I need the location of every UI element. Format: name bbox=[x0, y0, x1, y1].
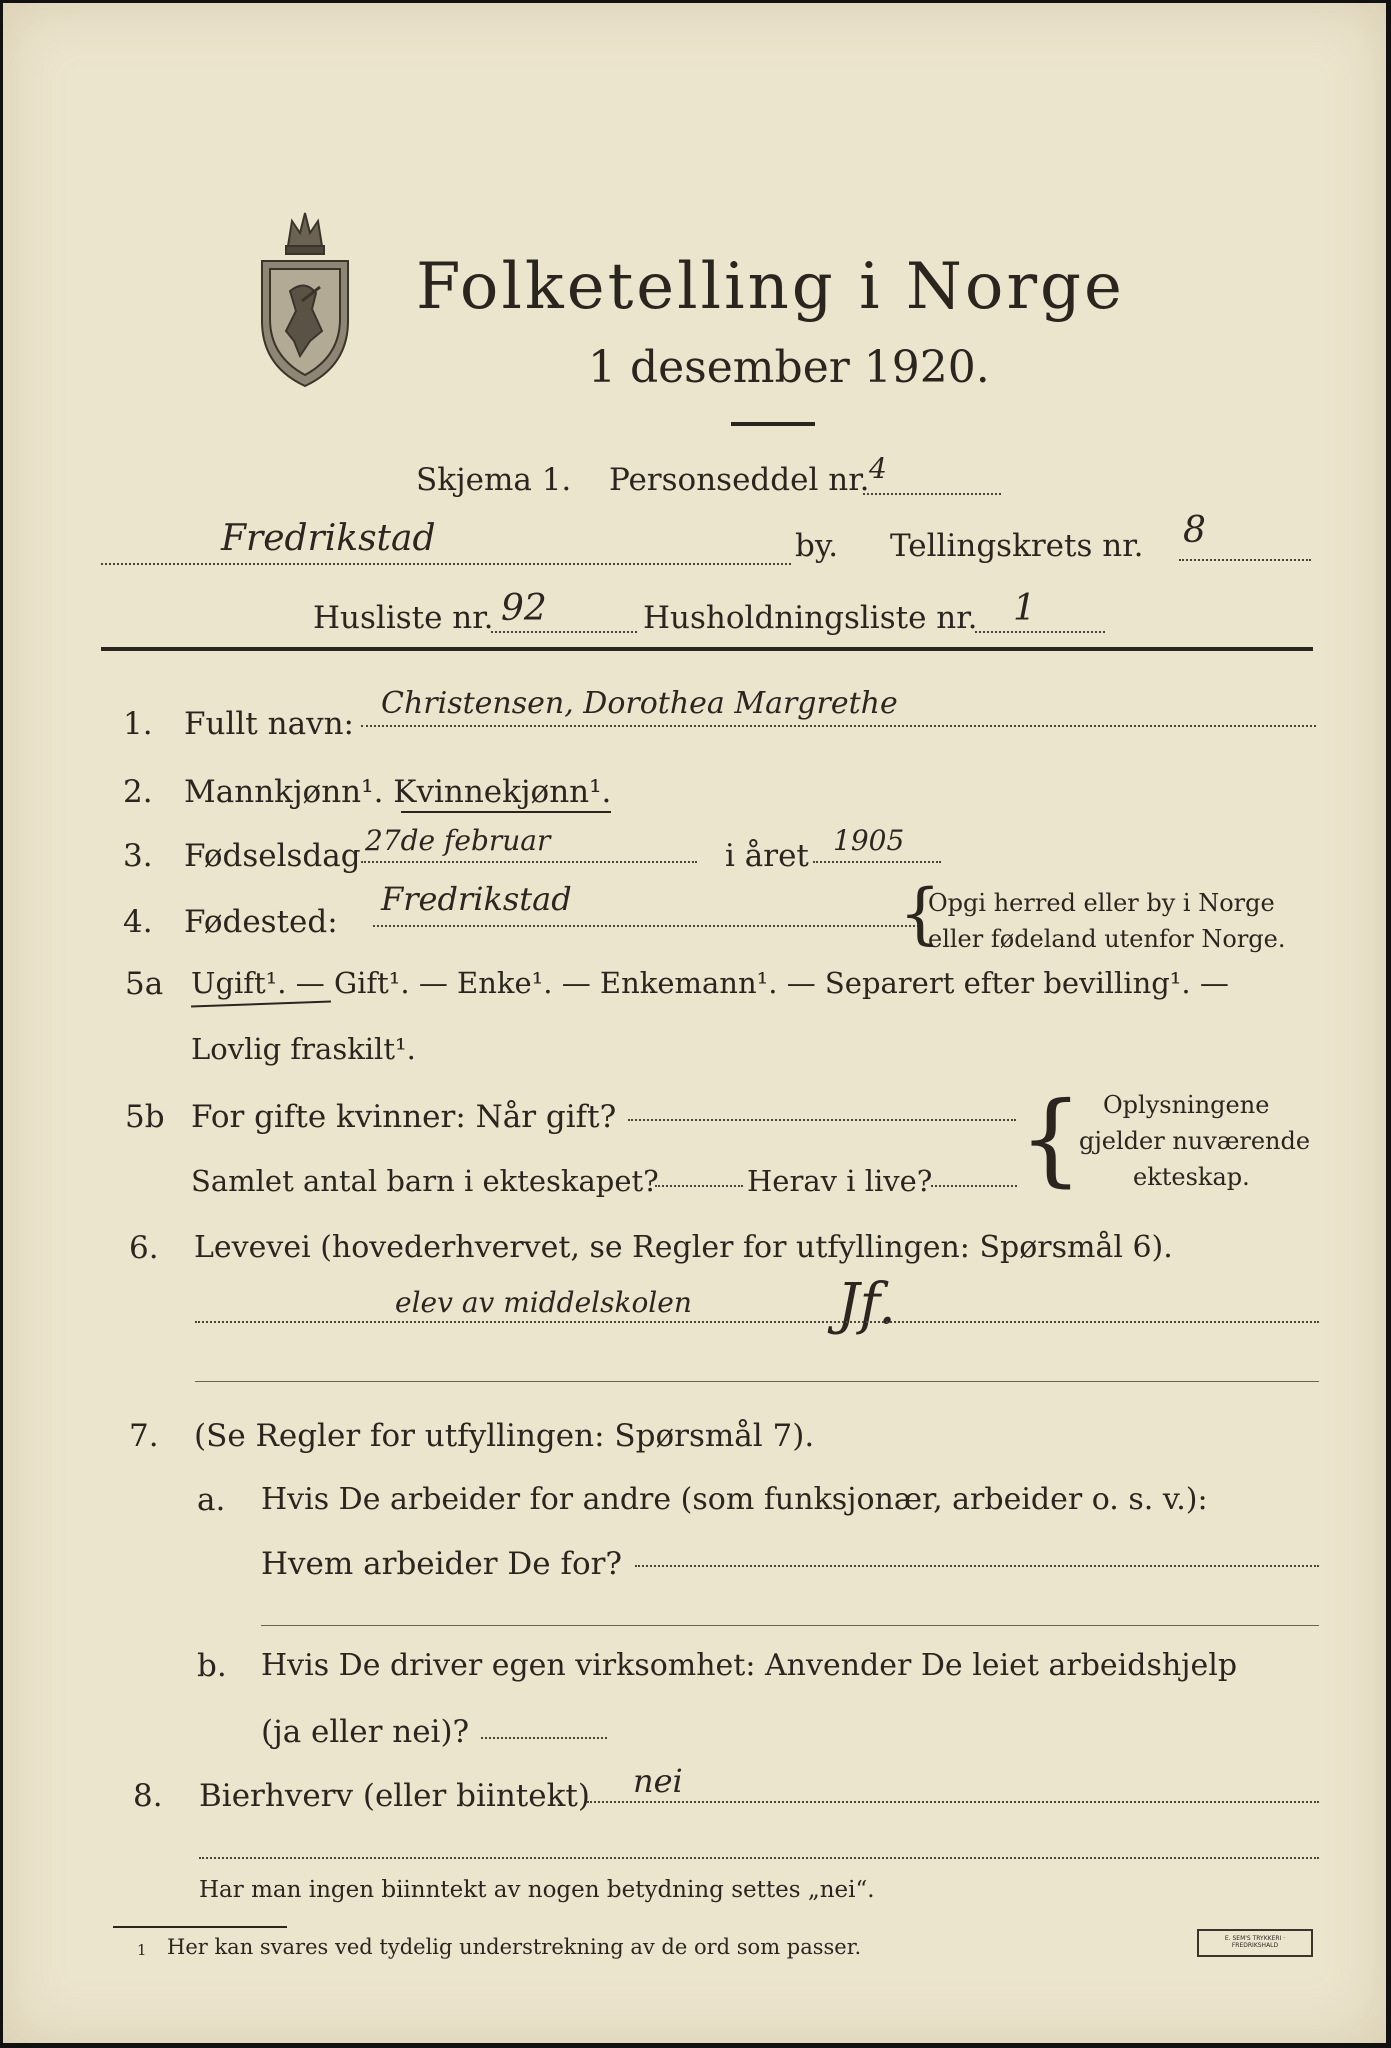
q5b-label2: Samlet antal barn i ekteskapet? bbox=[191, 1164, 659, 1198]
husholdning-value: 1 bbox=[1013, 588, 1036, 629]
q1-number: 1. bbox=[123, 706, 153, 742]
q6-label: Levevei (hovederhvervet, se Regler for utfyllingen: Spørsmål 6). bbox=[194, 1230, 1173, 1265]
q1-label: Fullt navn: bbox=[184, 706, 354, 742]
q5b-line2 bbox=[655, 1185, 743, 1187]
q3-year-line bbox=[813, 861, 941, 863]
q4-note-line1: Opgi herred eller by i Norge bbox=[928, 889, 1275, 917]
tellingskrets-line bbox=[1179, 559, 1311, 561]
q1-value: Christensen, Dorothea Margrethe bbox=[381, 686, 898, 721]
q7a-answer-line1 bbox=[635, 1565, 1319, 1567]
q5b-label3: Herav i live? bbox=[747, 1164, 933, 1198]
q8-line2 bbox=[199, 1857, 1319, 1859]
q8-value: nei bbox=[633, 1762, 683, 1800]
q8-label: Bierhverv (eller biintekt) bbox=[199, 1778, 590, 1814]
q5a-underline-ugift bbox=[191, 1001, 331, 1008]
title-divider bbox=[731, 422, 815, 426]
q5b-note-line3: ekteskap. bbox=[1133, 1163, 1250, 1191]
husholdning-line bbox=[975, 631, 1105, 633]
q7a-line2: Hvem arbeider De for? bbox=[261, 1546, 623, 1582]
q5b-note-brace: { bbox=[1019, 1080, 1083, 1197]
q7b-line2: (ja eller nei)? bbox=[261, 1714, 470, 1750]
city-line bbox=[101, 563, 791, 565]
q8-line1 bbox=[587, 1801, 1319, 1803]
q5a-line2: Lovlig fraskilt¹. bbox=[191, 1032, 416, 1066]
q5a-line1: Ugift¹. — Gift¹. — Enke¹. — Enkemann¹. — Separert efter bevilling¹. — bbox=[191, 966, 1229, 1000]
personseddel-value: 4 bbox=[869, 452, 887, 485]
q4-label: Fødested: bbox=[184, 904, 338, 940]
q5b-line1 bbox=[628, 1119, 1016, 1121]
q4-note-line2: eller fødeland utenfor Norge. bbox=[928, 925, 1286, 953]
q7-label: (Se Regler for utfyllingen: Spørsmål 7). bbox=[194, 1418, 815, 1454]
husliste-line bbox=[491, 631, 637, 633]
q8-number: 8. bbox=[133, 1778, 163, 1814]
footnote-text: Her kan svares ved tydelig understrekning av de ord som passer. bbox=[167, 1935, 862, 1959]
printer-stamp-text: E. SEM'S TRYKKERI · FREDRIKSHALD bbox=[1224, 1935, 1286, 1949]
printer-stamp bbox=[1197, 1929, 1313, 1957]
tellingskrets-label: Tellingskrets nr. bbox=[890, 528, 1144, 564]
q3-label: Fødselsdag bbox=[184, 838, 361, 874]
q7b-answer-line bbox=[481, 1737, 607, 1739]
q4-value: Fredrikstad bbox=[381, 880, 572, 918]
form-date: 1 desember 1920. bbox=[588, 342, 990, 393]
q4-note-brace: { bbox=[899, 875, 941, 952]
q3-year-value: 1905 bbox=[833, 824, 905, 857]
footnote-divider bbox=[113, 1926, 287, 1928]
q5b-number: 5b bbox=[125, 1099, 165, 1135]
husliste-label: Husliste nr. bbox=[313, 600, 494, 636]
personseddel-label: Personseddel nr. bbox=[609, 462, 870, 498]
by-label: by. bbox=[795, 528, 839, 564]
q3-year-label: i året bbox=[725, 838, 809, 874]
q7a-letter: a. bbox=[197, 1482, 226, 1518]
q2-underline-kvinnekjonn bbox=[401, 811, 611, 813]
q6-value: elev av middelskolen bbox=[395, 1286, 692, 1319]
q3-line bbox=[361, 861, 697, 863]
footnote-marker: 1 bbox=[137, 1941, 147, 1959]
q6-line2 bbox=[195, 1381, 1319, 1382]
census-form-page bbox=[3, 3, 1386, 2043]
q5b-line3 bbox=[931, 1185, 1017, 1187]
form-title: Folketelling i Norge bbox=[416, 250, 1125, 324]
q5b-note-line1: Oplysningene bbox=[1103, 1091, 1270, 1119]
q5a-number: 5a bbox=[125, 966, 164, 1002]
q7a-answer-line2 bbox=[261, 1625, 1319, 1626]
city-value: Fredrikstad bbox=[221, 518, 436, 559]
q4-number: 4. bbox=[123, 904, 153, 940]
q7a-line1: Hvis De arbeider for andre (som funksjonær, arbeider o. s. v.): bbox=[261, 1482, 1208, 1517]
skjema-label: Skjema 1. bbox=[416, 462, 572, 498]
q7b-letter: b. bbox=[197, 1648, 227, 1684]
q2-number: 2. bbox=[123, 774, 153, 810]
q6-number: 6. bbox=[129, 1230, 159, 1266]
q8-note: Har man ingen biinntekt av nogen betydning settes „nei“. bbox=[199, 1877, 875, 1903]
q3-number: 3. bbox=[123, 838, 153, 874]
q7-number: 7. bbox=[129, 1418, 159, 1454]
q4-line bbox=[373, 925, 919, 927]
q5b-label1: For gifte kvinner: Når gift? bbox=[191, 1099, 617, 1135]
husliste-value: 92 bbox=[501, 588, 547, 629]
q5b-note-line2: gjelder nuværende bbox=[1079, 1127, 1311, 1155]
tellingskrets-value: 8 bbox=[1183, 510, 1206, 551]
q7b-line1: Hvis De driver egen virksomhet: Anvender De leiet arbeidshjelp bbox=[261, 1648, 1238, 1683]
norwegian-coat-of-arms-icon bbox=[250, 191, 360, 391]
personseddel-line bbox=[863, 493, 1001, 495]
q6-line1 bbox=[195, 1321, 1319, 1323]
husholdning-label: Husholdningsliste nr. bbox=[643, 600, 978, 636]
q3-value: 27de februar bbox=[365, 824, 551, 857]
q1-line bbox=[361, 725, 1316, 727]
q2-label: Mannkjønn¹. Kvinnekjønn¹. bbox=[184, 774, 612, 810]
q6-mark: Jf. bbox=[837, 1272, 896, 1337]
header-divider bbox=[101, 647, 1313, 651]
